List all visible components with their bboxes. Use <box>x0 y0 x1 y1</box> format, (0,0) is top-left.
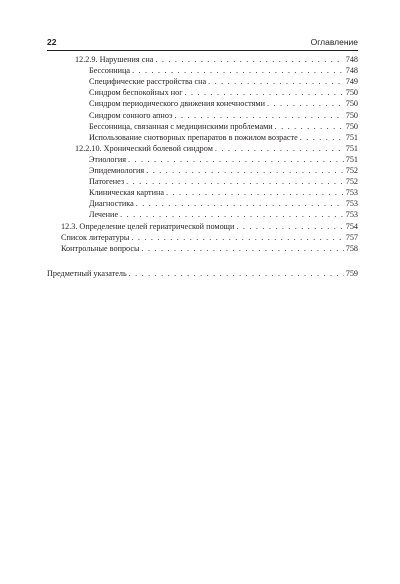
dot-leader <box>275 122 344 133</box>
running-title: Оглавление <box>310 37 358 47</box>
toc-entry-label: Лечение <box>89 210 119 220</box>
toc-entry-label: Использование снотворных препаратов в пожилом возрасте <box>89 132 298 142</box>
dot-leader <box>185 88 344 99</box>
toc-entry <box>89 199 358 210</box>
dot-leader <box>146 166 344 177</box>
dot-leader <box>132 66 344 77</box>
toc-entry-page: 751 <box>345 132 358 142</box>
toc-entry <box>75 144 358 155</box>
toc-entry <box>89 77 358 88</box>
toc-entry-page: 750 <box>345 121 358 131</box>
toc-entry <box>89 111 358 122</box>
toc-entry-page: 751 <box>345 154 358 164</box>
toc-entry <box>89 99 358 110</box>
toc-entry-label: Бессонница <box>89 66 131 76</box>
dot-leader <box>300 133 344 144</box>
dot-leader <box>128 155 344 166</box>
toc-entry <box>89 177 358 188</box>
dot-leader <box>129 269 344 280</box>
toc-entry-label: 12.2.10. Хронический болевой синдром <box>75 143 213 153</box>
dot-leader <box>136 199 344 210</box>
toc-entry-page: 758 <box>345 243 358 253</box>
dot-leader <box>267 99 344 110</box>
toc-entry <box>89 188 358 199</box>
toc-entry <box>89 133 358 144</box>
toc-entry-page: 752 <box>345 166 358 175</box>
toc-entry-page: 751 <box>345 143 358 153</box>
toc-entry-label: 12.2.9. Нарушения сна <box>75 55 154 64</box>
toc-entry-label: 12.3. Определение целей гериатрической помощи <box>61 221 235 231</box>
dot-leader <box>208 77 344 88</box>
toc-entry-page: 750 <box>345 110 358 120</box>
toc-entry-page: 757 <box>345 232 358 242</box>
toc-entry <box>61 244 358 255</box>
toc-entry-label: Синдром сонного апноэ <box>89 110 173 120</box>
toc-entry-page: 752 <box>345 177 358 187</box>
dot-leader <box>126 177 344 188</box>
toc-entry-label: Синдром беспокойных ног <box>89 88 183 98</box>
toc-entry-label: Клиническая картина <box>89 188 165 198</box>
toc-entry-label: Этиология <box>89 154 127 164</box>
toc-entry <box>89 166 358 177</box>
dot-leader <box>131 233 343 244</box>
toc-entry <box>89 122 358 133</box>
toc-entry-label: Синдром периодического движения конечностями <box>89 99 265 109</box>
toc-entry-page: 753 <box>345 210 358 220</box>
toc-entry <box>75 55 358 66</box>
toc-entry-label: Патогенез <box>89 177 125 187</box>
toc-entry-label: Контрольные вопросы <box>61 243 140 253</box>
dot-leader <box>120 210 344 221</box>
dot-leader <box>215 144 344 155</box>
dot-leader <box>155 55 343 66</box>
toc-entry <box>61 222 358 233</box>
toc-entry-page: 748 <box>345 66 358 76</box>
toc-entry-label: Предметный указатель <box>47 268 127 278</box>
toc-entry-page: 753 <box>345 199 358 209</box>
dot-leader <box>141 244 343 255</box>
toc-entry <box>89 155 358 166</box>
page-number: 22 <box>47 37 57 47</box>
toc-entry-page: 750 <box>345 88 358 98</box>
dot-leader <box>236 222 343 233</box>
toc-entry-label: Бессонница, связанная с медицинскими проблемами <box>89 121 273 131</box>
toc-entry-page: 753 <box>345 188 358 198</box>
toc-entry-page: 749 <box>345 77 358 87</box>
dot-leader <box>175 111 344 122</box>
toc-entry-page: 748 <box>345 55 358 64</box>
toc-entry <box>89 66 358 77</box>
toc-entry-label: Специфические расстройства сна <box>89 77 207 87</box>
toc-entry-label: Диагностика <box>89 199 134 209</box>
toc-entry-label: Список литературы <box>61 232 130 242</box>
toc-entry-page: 750 <box>345 99 358 109</box>
dot-leader <box>166 188 344 199</box>
toc-entry-page: 759 <box>345 268 358 278</box>
toc-entry-label: Эпидемиология <box>89 166 145 175</box>
toc-entry <box>61 233 358 244</box>
running-header <box>47 34 358 51</box>
toc-entry <box>47 269 358 280</box>
toc-entry <box>89 88 358 99</box>
toc-entry-page: 754 <box>345 221 358 231</box>
toc-entry <box>89 210 358 221</box>
